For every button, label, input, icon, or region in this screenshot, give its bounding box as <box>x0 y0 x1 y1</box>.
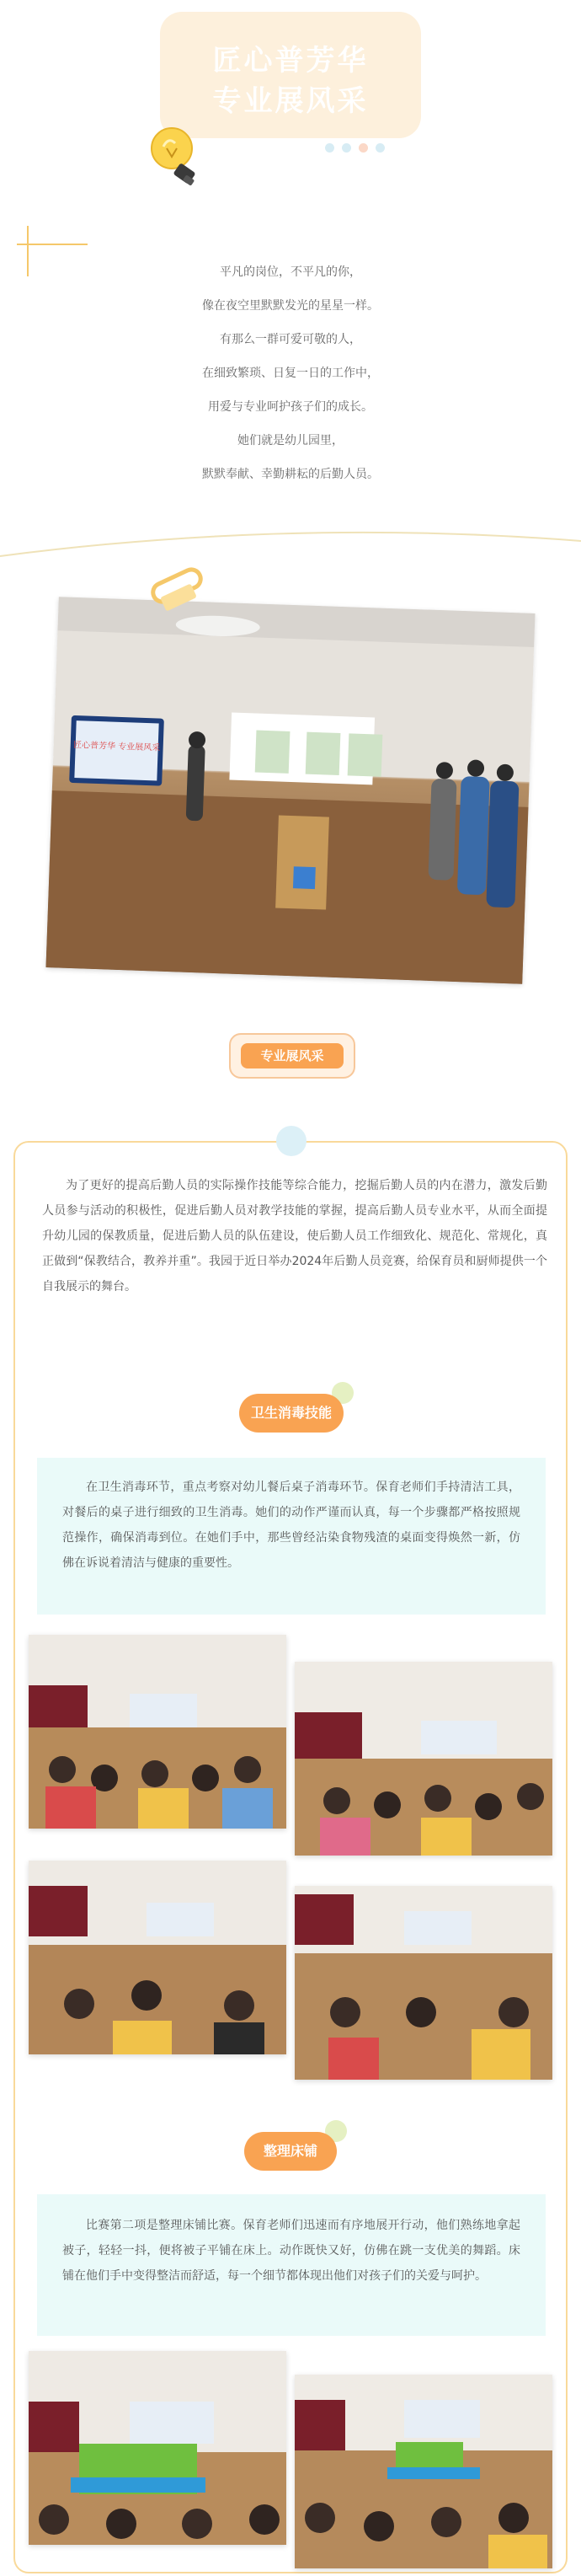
info-box-sanitation <box>37 1458 546 1615</box>
intro-line: 平凡的岗位，不平凡的你， <box>220 265 361 279</box>
photo-bedmaking-2 <box>295 2375 552 2568</box>
intro-line: 在细致繁琐、日复一日的工作中， <box>202 367 379 380</box>
title-line-1: 匠心普芳华 <box>212 44 369 78</box>
banner-screen-text: 匠心普芳华 专业展风采 <box>72 740 161 753</box>
section-tag-bedmaking: 整理床铺 <box>244 2132 337 2171</box>
photo-sanitation-3 <box>29 1861 286 2054</box>
photo-sanitation-1 <box>29 1635 286 1829</box>
decorative-circle <box>276 1126 306 1156</box>
lightbulb-icon <box>145 121 204 189</box>
info-box-bedmaking <box>37 2194 546 2336</box>
curved-divider <box>0 522 581 573</box>
decorative-dots <box>325 140 392 156</box>
main-paragraph: 为了更好的提高后勤人员的实际操作技能等综合能力，挖掘后勤人员的内在潜力，激发后勤人员参与活动的积极性，促进后勤人员对教学技能的掌握，提高后勤人员专业水平，从而全面提升幼儿园的保教质量，促进后勤人员的队伍建设，使后勤人员工作细致化、规范化、常规化，真正做到“保教结合，教养并重”。我园于近日举办2024年后勤人员竞赛，给保育员和厨师提供一个自我展示的舞台。 <box>42 1179 547 1293</box>
paperclip-icon <box>143 561 211 620</box>
section-label <box>229 1033 355 1079</box>
intro-line: 用爱与专业呵护孩子们的成长。 <box>208 400 373 414</box>
title-line-2: 专业展风采 <box>212 84 369 118</box>
photo-sanitation-4 <box>295 1886 552 2080</box>
intro-line: 像在夜空里默默发光的星星一样。 <box>202 299 379 313</box>
photo-bedmaking-1 <box>29 2351 286 2545</box>
intro-line: 她们就是幼儿园里， <box>237 434 344 447</box>
section-label-text: 专业展风采 <box>241 1043 344 1068</box>
section-tag-sanitation: 卫生消毒技能 <box>239 1394 344 1433</box>
photo-sanitation-2 <box>295 1662 552 1856</box>
section-text-sanitation: 在卫生消毒环节，重点考察对幼儿餐后桌子消毒环节。保育老师们手持清洁工具，对餐后的桌子进行细致的卫生消毒。她们的动作严谨而认真，每一个步骤都严格按照规范操作，确保消毒到位。在她们手中，那些曾经沾染食物残渣的桌面变得焕然一新，仿佛在诉说着清洁与健康的重要性。 <box>62 1481 520 1570</box>
intro-line: 有那么一群可爱可敬的人， <box>220 333 361 346</box>
banner-photo <box>45 597 535 983</box>
section-text-bedmaking: 比赛第二项是整理床铺比赛。保育老师们迅速而有序地展开行动，他们熟练地拿起被子，轻轻一抖，便将被子平铺在床上。动作既快又好，仿佛在跳一支优美的舞蹈。床铺在他们手中变得整洁而舒适，每一个细节都体现出他们对孩子们的关爱与呵护。 <box>62 2219 520 2283</box>
intro-line: 默默奉献、幸勤耕耘的后勤人员。 <box>202 468 379 481</box>
